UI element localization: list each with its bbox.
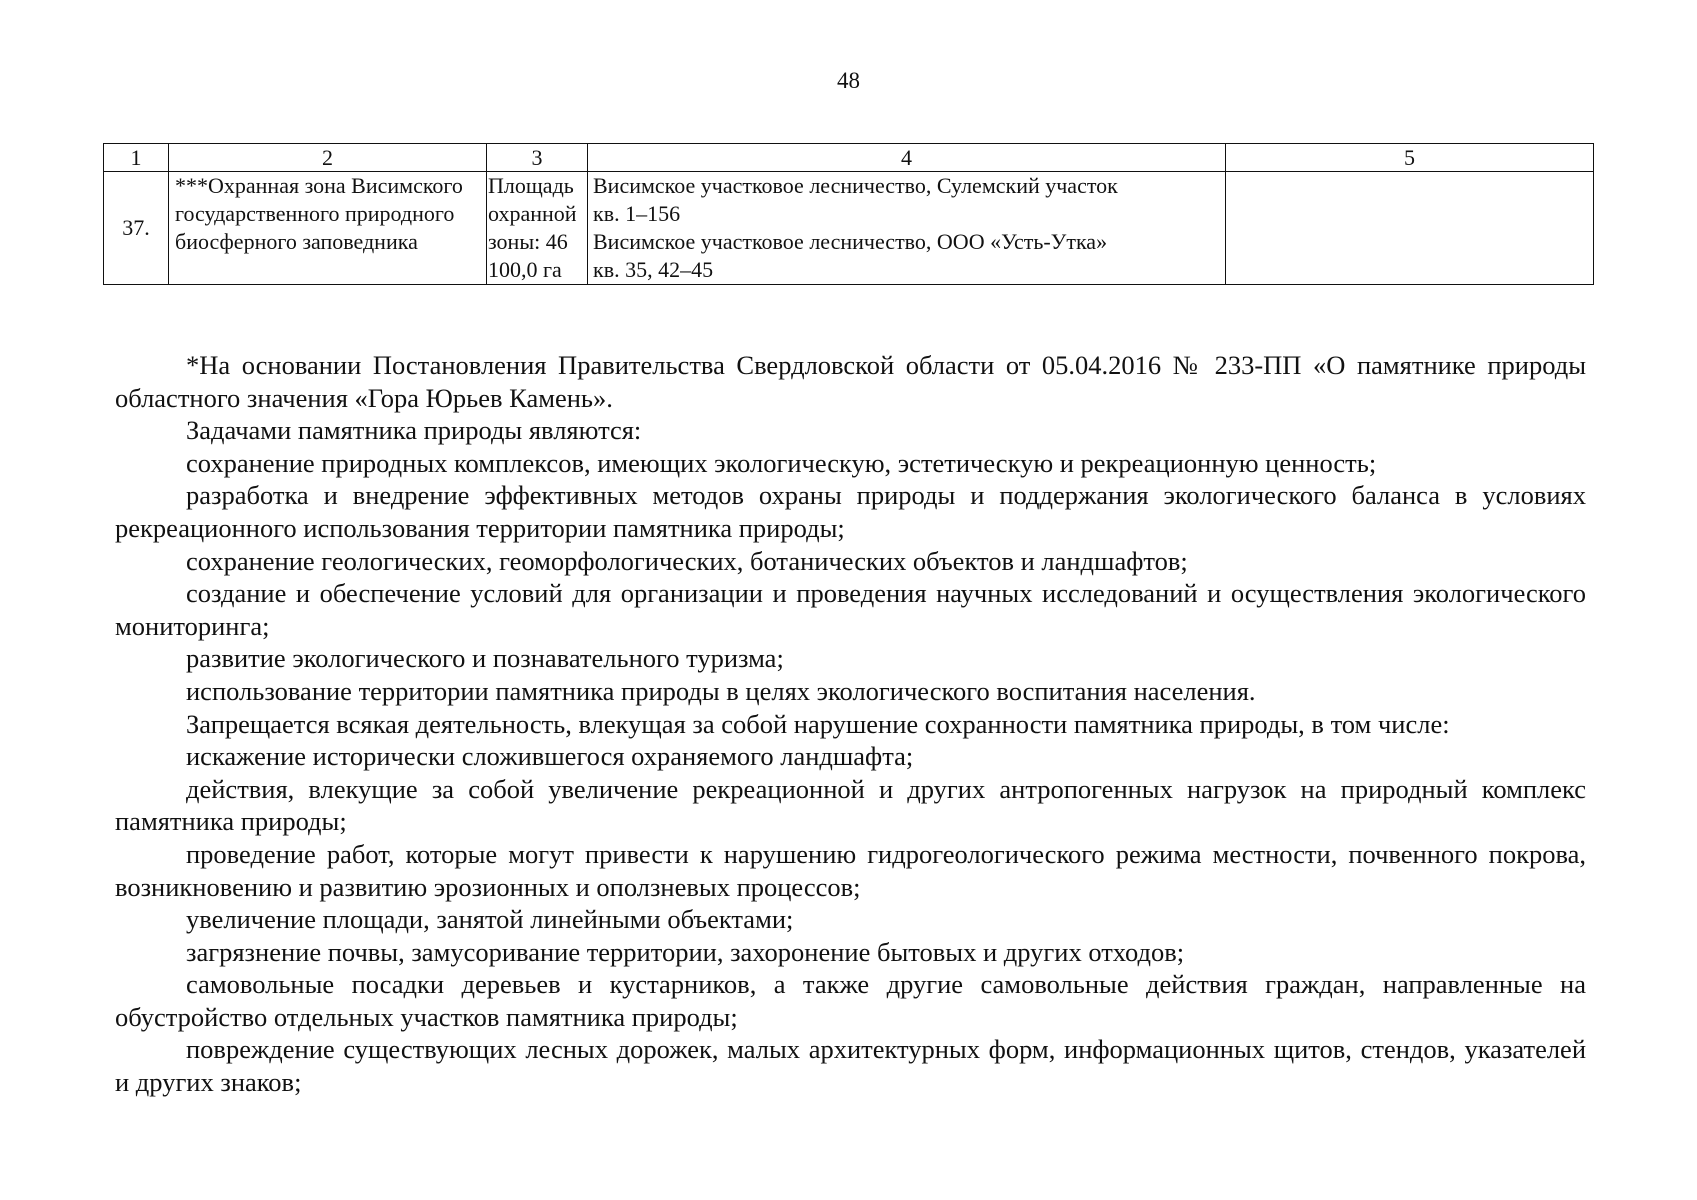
column-header: 1 [104, 144, 169, 172]
page-number: 48 [837, 68, 860, 93]
paragraph: искажение исторически сложившегося охраняемого ландшафта; [186, 741, 914, 772]
table-row [104, 172, 1594, 285]
paragraph: повреждение существующих лесных дорожек, малых архитектурных форм, информационных щитов, стендов, указателей и других знаков; [115, 1034, 1586, 1098]
zones-table [103, 143, 1594, 285]
zone-area-cell: Площадь охранной зоны: 46 100,0 га [487, 172, 588, 285]
row-number: 37. [104, 172, 169, 285]
column-header: 5 [1226, 144, 1594, 172]
body-text [115, 349, 1586, 1099]
paragraph: действия, влекущие за собой увеличение рекреационной и других антропогенных нагрузок на природный комплекс памятника природы; [115, 773, 1586, 837]
location-line: Висимское участковое лесничество, ООО «Усть-Утка» [593, 229, 1108, 254]
column-header: 4 [588, 144, 1226, 172]
paragraph: сохранение природных комплексов, имеющих экологическую, эстетическую и рекреационную ценность; [186, 447, 1377, 478]
column-header: 2 [169, 144, 487, 172]
paragraph: Задачами памятника природы являются: [186, 415, 642, 446]
paragraph: использование территории памятника природы в целях экологического воспитания населения. [186, 675, 1256, 706]
zone-notes-cell [1226, 172, 1594, 285]
paragraph: проведение работ, которые могут привести к нарушению гидрогеологического режима местности, почвенного покрова, возникновению и развитию эрозионных и оползневых процессов; [115, 838, 1586, 902]
paragraph: *На основании Постановления Правительства Свердловской области от 05.04.2016 № 233-ПП «О памятнике природы областного значения «Гора Юрьев Камень». [115, 350, 1586, 413]
paragraph: Запрещается всякая деятельность, влекущая за собой нарушение сохранности памятника природы, в том числе: [186, 708, 1450, 739]
location-line: Висимское участковое лесничество, Сулемский участок [593, 173, 1118, 198]
paragraph: увеличение площади, занятой линейными объектами; [186, 904, 794, 935]
table-header-row [104, 144, 1594, 172]
zone-name-cell: ***Охранная зона Висимского государственного природного биосферного заповедника [169, 172, 487, 285]
paragraph: сохранение геологических, геоморфологических, ботанических объектов и ландшафтов; [186, 545, 1188, 576]
paragraph: загрязнение почвы, замусоривание территории, захоронение бытовых и других отходов; [186, 936, 1185, 967]
paragraph: развитие экологического и познавательного туризма; [186, 643, 784, 674]
paragraph: создание и обеспечение условий для организации и проведения научных исследований и осуществления экологического мониторинга; [115, 578, 1586, 641]
zone-location-cell [588, 172, 1226, 285]
paragraph: разработка и внедрение эффективных методов охраны природы и поддержания экологического баланса в условиях рекреационного использования территории памятника природы; [115, 480, 1586, 543]
location-line: кв. 1–156 [593, 201, 681, 226]
column-header: 3 [487, 144, 588, 172]
paragraph: самовольные посадки деревьев и кустарников, а также другие самовольные действия граждан, направленные на обустройство отдельных участков памятника природы; [115, 969, 1586, 1032]
location-line: кв. 35, 42–45 [593, 257, 714, 282]
